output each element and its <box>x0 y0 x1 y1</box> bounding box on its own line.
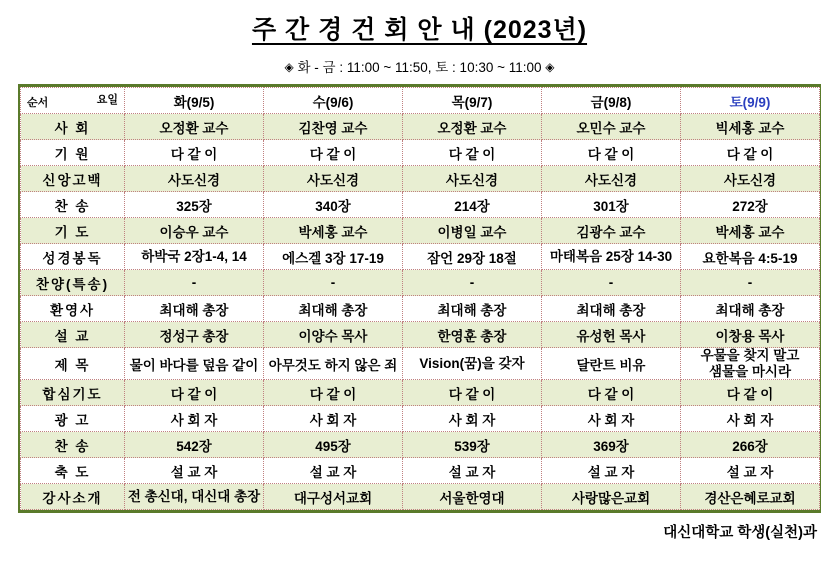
table-cell: 사도신경 <box>542 166 681 192</box>
table-cell: 김찬영 교수 <box>264 114 403 140</box>
diamond-right-icon: ◈ <box>545 60 555 74</box>
table-cell: 사도신경 <box>125 166 264 192</box>
table-cell: 이양수 목사 <box>264 322 403 348</box>
footer-text: 대신대학교 학생(실천)과 <box>663 525 817 542</box>
table-corner-cell <box>21 88 125 114</box>
table-column-header: 토(9/9) <box>681 88 820 114</box>
table-cell: 빅세홍 교수 <box>681 114 820 140</box>
table-cell: 전 총신대, 대신대 총장 <box>125 484 264 510</box>
table-cell: - <box>125 270 264 296</box>
table-cell: 다 같 이 <box>264 140 403 166</box>
table-cell: 하박국 2장1-4, 14 <box>125 244 264 270</box>
table-column-header: 금(9/8) <box>542 88 681 114</box>
table-cell: 사도신경 <box>403 166 542 192</box>
table-cell: 설 교 자 <box>403 458 542 484</box>
table-cell: 다 같 이 <box>403 140 542 166</box>
table-row <box>21 406 820 432</box>
row-label: 강사소개 <box>21 484 125 510</box>
table-row <box>21 380 820 406</box>
table-cell: 사 회 자 <box>681 406 820 432</box>
subtitle-text: 화 - 금 : 11:00 ~ 11:50, 토 : 10:30 ~ 11:00 <box>297 60 542 75</box>
row-label: 신앙고백 <box>21 166 125 192</box>
table-cell: 한영훈 총장 <box>403 322 542 348</box>
row-label: 찬 송 <box>21 432 125 458</box>
table-cell: 마태복음 25장 14-30 <box>542 244 681 270</box>
row-label: 찬 송 <box>21 192 125 218</box>
table-row <box>21 270 820 296</box>
table-cell: 266장 <box>681 432 820 458</box>
table-cell: 오정환 교수 <box>403 114 542 140</box>
table-row <box>21 166 820 192</box>
table-row <box>21 348 820 380</box>
table-cell: 설 교 자 <box>681 458 820 484</box>
table-row <box>21 140 820 166</box>
table-header-row <box>21 88 820 114</box>
row-label: 사 회 <box>21 114 125 140</box>
table-column-header: 수(9/6) <box>264 88 403 114</box>
table-cell: 잠언 29장 18절 <box>403 244 542 270</box>
row-label: 찬양(특송) <box>21 270 125 296</box>
table-cell: - <box>264 270 403 296</box>
table-cell: 설 교 자 <box>264 458 403 484</box>
table-cell: 설 교 자 <box>542 458 681 484</box>
table-cell: 다 같 이 <box>264 380 403 406</box>
row-label: 기 원 <box>21 140 125 166</box>
row-label: 광 고 <box>21 406 125 432</box>
corner-label-order: 순서 <box>27 97 49 109</box>
table-cell: 서울한영대 <box>403 484 542 510</box>
table-cell: 다 같 이 <box>125 380 264 406</box>
table-cell: 물이 바다를 덮음 같이 <box>125 348 264 380</box>
table-cell: 사 회 자 <box>403 406 542 432</box>
table-row <box>21 296 820 322</box>
diamond-left-icon: ◈ <box>284 60 294 74</box>
table-cell: 에스겔 3장 17-19 <box>264 244 403 270</box>
table-cell: 다 같 이 <box>125 140 264 166</box>
table-cell: - <box>542 270 681 296</box>
table-row <box>21 192 820 218</box>
row-label: 제 목 <box>21 348 125 380</box>
table-cell: 최대해 총장 <box>542 296 681 322</box>
table-cell: 오정환 교수 <box>125 114 264 140</box>
table-cell: - <box>403 270 542 296</box>
table-cell: 다 같 이 <box>403 380 542 406</box>
table-row <box>21 322 820 348</box>
table-cell: 유성헌 목사 <box>542 322 681 348</box>
page-subtitle <box>0 56 839 76</box>
table-cell: 다 같 이 <box>681 140 820 166</box>
table-cell: 우물을 찾지 말고 샘물을 마시라 <box>681 348 820 380</box>
table-cell: 정성구 총장 <box>125 322 264 348</box>
table-cell: 최대해 총장 <box>681 296 820 322</box>
table-cell: 요한복음 4:5-19 <box>681 244 820 270</box>
table-cell: 301장 <box>542 192 681 218</box>
table-column-header: 화(9/5) <box>125 88 264 114</box>
table-row <box>21 432 820 458</box>
table-cell: 김광수 교수 <box>542 218 681 244</box>
table-cell: 사 회 자 <box>542 406 681 432</box>
table-cell: 경산은혜로교회 <box>681 484 820 510</box>
table-cell: 340장 <box>264 192 403 218</box>
table-cell: 최대해 총장 <box>403 296 542 322</box>
page-title: 주 간 경 건 회 안 내 (2023년) <box>251 16 588 44</box>
table-row <box>21 484 820 510</box>
table-cell: 사도신경 <box>264 166 403 192</box>
table-cell: 495장 <box>264 432 403 458</box>
table-cell: 박세홍 교수 <box>681 218 820 244</box>
table-cell: 272장 <box>681 192 820 218</box>
table-cell: 설 교 자 <box>125 458 264 484</box>
table-cell: 369장 <box>542 432 681 458</box>
row-label: 설 교 <box>21 322 125 348</box>
row-label: 합심기도 <box>21 380 125 406</box>
table-cell: 539장 <box>403 432 542 458</box>
table-cell: 최대해 총장 <box>264 296 403 322</box>
table-cell: 이병일 교수 <box>403 218 542 244</box>
table-cell: 542장 <box>125 432 264 458</box>
table-cell: 박세홍 교수 <box>264 218 403 244</box>
schedule-table <box>20 87 820 510</box>
row-label: 환영사 <box>21 296 125 322</box>
table-cell: 달란트 비유 <box>542 348 681 380</box>
table-cell: 사도신경 <box>681 166 820 192</box>
table-row <box>21 114 820 140</box>
table-row <box>21 458 820 484</box>
table-column-header: 목(9/7) <box>403 88 542 114</box>
row-label: 기 도 <box>21 218 125 244</box>
table-cell: 이승우 교수 <box>125 218 264 244</box>
table-cell: 사랑많은교회 <box>542 484 681 510</box>
table-cell: 214장 <box>403 192 542 218</box>
table-cell: 다 같 이 <box>681 380 820 406</box>
table-cell: 최대해 총장 <box>125 296 264 322</box>
document-page <box>0 10 839 579</box>
table-cell: Vision(꿈)을 갖자 <box>403 348 542 380</box>
table-cell: 이창용 목사 <box>681 322 820 348</box>
table-cell: 다 같 이 <box>542 380 681 406</box>
table-row <box>21 244 820 270</box>
table-cell: - <box>681 270 820 296</box>
table-row <box>21 218 820 244</box>
row-label: 축 도 <box>21 458 125 484</box>
corner-label-day: 요일 <box>96 94 118 106</box>
row-label: 성경봉독 <box>21 244 125 270</box>
table-cell: 사 회 자 <box>125 406 264 432</box>
schedule-table-wrapper <box>18 84 821 513</box>
table-cell: 다 같 이 <box>542 140 681 166</box>
table-cell: 사 회 자 <box>264 406 403 432</box>
table-cell: 오민수 교수 <box>542 114 681 140</box>
table-cell: 대구성서교회 <box>264 484 403 510</box>
table-cell: 아무것도 하지 않은 죄 <box>264 348 403 380</box>
table-cell: 325장 <box>125 192 264 218</box>
